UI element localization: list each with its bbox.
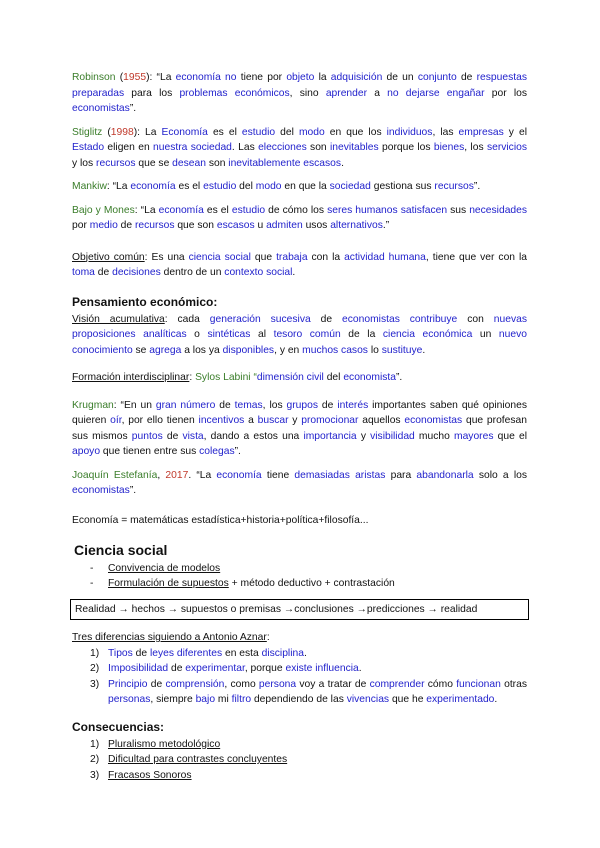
list-item: - Formulación de supuestos + método deductivo + contrastación [90,576,527,591]
author: Mankiw [72,181,107,192]
process-box: Realidad → hechos → supuestos o premisas →conclusiones →predicciones → realidad [70,599,529,620]
dash-list [72,561,527,591]
year: 2017 [165,469,189,481]
author: Joaquín Estefanía [72,469,158,481]
paragraph-formacion: Formación interdisciplinar: Sylos Labini “dimensión civil del economista”. [72,372,403,383]
list-item: - Convivencia de modelos [90,561,527,576]
section-label: Tres diferencias siguiendo a Antonio Aznar [72,632,267,643]
paragraph-mankiw: Mankiw: “La economía es el estudio del modo en que la sociedad gestiona sus recursos”. [72,181,481,192]
paragraph-tres-diferencias: Tres diferencias siguiendo a Antonio Aznar: [72,632,270,643]
paragraph-krugman: Krugman: “En un gran número de temas, los grupos de interés importantes saben qué opiniones quieren oír, por ello tienen incentivos a buscar y promocionar aquellos economistas que profesan sus mismos puntos de vista, dando a estos una importancia y visibilidad mucho mayores que el apoyo que tienen entre sus colegas”. [72,399,528,457]
paragraph-stiglitz: Stiglitz (1998): La Economía es el estudio del modo en que los individuos, las empresas y el Estado eligen en nuestra sociedad. Las elecciones son inevitables porque los bienes, los servicios y los recursos que se desean son inevitablemente escasos. [72,126,527,169]
author: Krugman [72,399,114,411]
differences-list [72,646,527,708]
list-item: 2) Imposibilidad de experimentar, porque existe influencia. [90,663,362,674]
heading-ciencia-social: Ciencia social [74,542,168,558]
year: 1955 [123,72,147,83]
paragraph-robinson: Robinson (1955): “La economía no tiene por objeto la adquisición de un conjunto de respuestas preparadas para los problemas económicos, sino aprender a no dejarse engañar por los economistas”. [72,72,527,114]
document-page [72,70,527,783]
list-item: 3) Principio de comprensión, como persona voy a tratar de comprender cómo funcionan otras personas, siempre bajo mi filtro dependiendo de las vivencias que he experimentado. [90,678,527,705]
author: Bajo y Mones [72,204,135,216]
list-item: 2) Dificultad para contrastes concluyentes [90,754,288,765]
section-label: Formación interdisciplinar [72,372,190,383]
author: Stiglitz [72,126,103,138]
paragraph-formula: Economía = matemáticas estadística+historia+política+filosofía... [72,514,369,526]
author: Robinson [72,72,116,83]
paragraph-vision: Visión acumulativa: cada generación sucesiva de economistas contribuye con nuevas proposiciones analíticas o sintéticas al tesoro común de la ciencia económica un nuevo conocimiento se agrega a los ya disponibles, y en muchos casos lo sustituye. [72,313,527,356]
paragraph-bajo-mones: Bajo y Mones: “La economía es el estudio de cómo los seres humanos satisfacen sus necesidades por medio de recursos que son escasos u admiten usos alternativos.” [72,204,528,231]
list-item: 3) Fracasos Sonoros [90,769,192,781]
section-label: Objetivo común [72,251,145,263]
heading-pensamiento: Pensamiento económico: [72,294,218,309]
consequences-list [72,737,527,784]
list-item: 1) Tipos de leyes diferentes en esta disciplina. [90,647,307,659]
list-item: 1) Pluralismo metodológico [90,738,221,750]
paragraph-objetivo: Objetivo común: Es una ciencia social que trabaja con la actividad humana, tiene que ver con la toma de decisiones dentro de un contexto social. [72,251,528,278]
heading-consecuencias: Consecuencias: [72,719,165,734]
section-label: Visión acumulativa [72,313,165,325]
paragraph-estefania: Joaquín Estefanía, 2017. “La economía tiene demasiadas aristas para abandonarla solo a los economistas”. [72,469,527,496]
year: 1998 [110,126,134,138]
